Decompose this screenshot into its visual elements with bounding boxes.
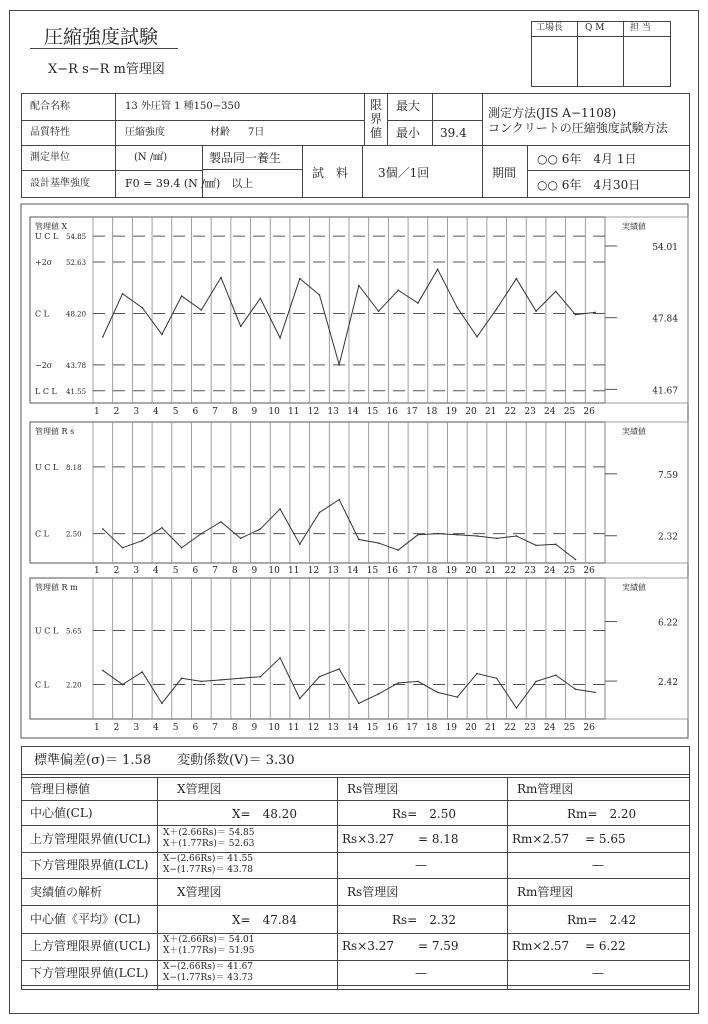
chart-2-x-tick: 16 xyxy=(386,723,398,733)
chart-0-line-value-plus2s: 52.63 xyxy=(66,258,87,267)
chart-2-x-tick: 10 xyxy=(268,723,280,733)
chart-1-x-tick: 7 xyxy=(212,566,218,576)
chart-2-point xyxy=(338,668,340,670)
chart-1-point xyxy=(319,512,321,514)
approval-qm: Q M xyxy=(585,23,605,33)
chart-0-plot-frame xyxy=(30,217,605,403)
mix-label: 配合名称 xyxy=(30,101,70,112)
chart-2-actual-frame xyxy=(605,578,688,719)
chart-1-point xyxy=(358,539,360,541)
chart-2-point xyxy=(358,703,360,705)
chart-0-label: 管理値 X xyxy=(35,222,68,231)
sample-value: 3個／1回 xyxy=(378,166,430,180)
chart-0-x-tick: 6 xyxy=(192,407,199,417)
chart-2-point xyxy=(496,677,498,679)
table1-ucl-rs: Rs×3.27 = 8.18 xyxy=(342,832,459,846)
chart-1-x-tick: 11 xyxy=(288,566,300,576)
chart-0-actual-value: 54.01 xyxy=(652,242,678,253)
chart-0-point xyxy=(417,302,419,304)
table1-header-rs: Rs管理図 xyxy=(347,782,399,796)
table2-cl-x: X= 47.84 xyxy=(232,913,297,927)
chart-1-actual-value: 2.32 xyxy=(657,532,678,543)
max-label: 最大 xyxy=(396,99,421,113)
chart-1-point xyxy=(220,521,222,523)
chart-1-point xyxy=(279,508,281,510)
table2-lcl-rs: — xyxy=(415,966,427,980)
chart-0-point xyxy=(516,278,518,280)
chart-2-x-tick: 7 xyxy=(212,723,218,733)
chart-1-series-line xyxy=(103,500,576,560)
chart-0-x-tick: 13 xyxy=(327,407,339,417)
table1-ucl-x1: X＋(2.66Rs)＝ 54.85 xyxy=(163,828,255,838)
chart-1-x-tick: 1 xyxy=(93,566,100,576)
chart-2-line-label-CL: C L xyxy=(35,680,49,690)
chart-2-point xyxy=(240,677,242,679)
chart-2-x-tick: 11 xyxy=(288,723,300,733)
chart-2-point xyxy=(220,679,222,681)
chart-1-x-tick: 16 xyxy=(386,566,398,576)
chart-1-point xyxy=(555,543,557,545)
chart-1-x-tick: 25 xyxy=(563,566,576,576)
chart-2-x-tick: 1 xyxy=(93,723,100,733)
table2-cl-rm: Rm= 2.42 xyxy=(567,913,637,927)
chart-2-x-tick: 17 xyxy=(406,723,418,733)
chart-0-point xyxy=(338,364,340,366)
chart-0-point xyxy=(496,308,498,310)
chart-0-x-tick: 3 xyxy=(133,407,140,417)
table-actual xyxy=(21,878,690,990)
table1-header-label: 管理目標値 xyxy=(30,782,91,796)
chart-0-actual-value: 47.84 xyxy=(652,314,678,325)
chart-2-point xyxy=(516,707,518,709)
chart-2-point xyxy=(141,671,143,673)
chart-1-x-tick: 2 xyxy=(113,566,120,576)
chart-1-x-tick: 19 xyxy=(445,566,458,576)
chart-1-x-tick: 8 xyxy=(231,566,238,576)
chart-1-x-tick: 22 xyxy=(504,566,517,576)
sample-label: 試 料 xyxy=(312,166,349,180)
chart-2-x-tick: 13 xyxy=(327,723,339,733)
chart-1-x-tick: 12 xyxy=(307,566,320,576)
approval-factory-manager: 工場長 xyxy=(536,23,564,33)
chart-0-x-tick: 4 xyxy=(153,407,159,417)
table2-lcl-label: 下方管理限界値(LCL) xyxy=(30,966,149,980)
chart-0-x-tick: 8 xyxy=(231,407,238,417)
chart-0-point xyxy=(319,294,321,296)
table1-lcl-x1: X−(2.66Rs)＝ 41.55 xyxy=(163,854,254,864)
chart-0-x-tick: 10 xyxy=(268,407,280,417)
chart-0-point xyxy=(299,278,301,280)
chart-1-x-tick: 5 xyxy=(172,566,179,576)
chart-2-point xyxy=(437,692,439,694)
limit-label: 限界値 xyxy=(370,98,383,140)
period-end: ○○ 6年 4月30日 xyxy=(537,178,641,192)
min-label: 最小 xyxy=(396,126,421,140)
chart-0-x-tick: 24 xyxy=(544,407,556,417)
chart-2-point xyxy=(575,688,577,690)
chart-2-x-tick: 6 xyxy=(192,723,199,733)
chart-0-point xyxy=(122,293,124,295)
approval-staff: 担 当 xyxy=(630,23,651,33)
chart-1-actual-label: 実績値 xyxy=(622,427,646,436)
chart-0-x-tick: 1 xyxy=(93,407,100,417)
chart-2-point xyxy=(457,696,459,698)
chart-1-point xyxy=(338,499,340,501)
chart-2-label: 管理値 R m xyxy=(35,583,78,592)
chart-1-point xyxy=(457,534,459,536)
chart-1-line-label-CL: C L xyxy=(35,529,49,539)
table2-ucl-x1: X＋(2.66Rs)＝ 54.01 xyxy=(163,935,255,945)
chart-2-x-tick: 24 xyxy=(544,723,556,733)
chart-1-line-label-UCL: U C L xyxy=(35,462,59,472)
chart-2-point xyxy=(260,676,262,678)
design-label: 設計基準強度 xyxy=(30,178,90,189)
chart-2-point xyxy=(319,676,321,678)
chart-1-point xyxy=(141,540,143,542)
chart-0-point xyxy=(535,310,537,312)
chart-1-x-tick: 15 xyxy=(366,566,379,576)
chart-1-point xyxy=(260,528,262,530)
table2-header-x: X管理図 xyxy=(177,885,222,899)
table1-cl-label: 中心値(CL) xyxy=(30,806,93,820)
chart-1-point xyxy=(240,538,242,540)
table-target xyxy=(21,774,690,879)
chart-1-x-tick: 26 xyxy=(583,566,595,576)
chart-1-point xyxy=(102,528,104,530)
chart-0-point xyxy=(260,298,262,300)
chart-2-point xyxy=(378,693,380,695)
chart-0-x-tick: 11 xyxy=(288,407,300,417)
chart-0-point xyxy=(220,277,222,279)
chart-1-point xyxy=(575,559,577,561)
table1-header-rm: Rm管理図 xyxy=(517,782,574,796)
chart-1-x-tick: 20 xyxy=(465,566,477,576)
table2-ucl-x2: X＋(1.77Rs)＝ 51.95 xyxy=(163,946,255,956)
table2-ucl-rs: Rs×3.27 = 7.59 xyxy=(342,939,459,953)
chart-0-line-value-CL: 48.20 xyxy=(66,310,87,319)
chart-0-line-label-LCL: L C L xyxy=(35,386,57,396)
table1-cl-rs: Rs= 2.50 xyxy=(392,807,456,821)
chart-0-x-tick: 25 xyxy=(563,407,576,417)
table1-ucl-rm: Rm×2.57 = 5.65 xyxy=(512,832,626,846)
chart-2-point xyxy=(201,681,203,683)
chart-1-x-tick: 17 xyxy=(406,566,418,576)
chart-1-x-tick: 4 xyxy=(153,566,159,576)
chart-0-line-value-LCL: 41.55 xyxy=(66,387,87,396)
table2-header-label: 実績値の解析 xyxy=(30,885,103,899)
chart-2-x-tick: 4 xyxy=(153,723,159,733)
method-line1: 測定方法(JIS A−1108) xyxy=(488,106,617,120)
chart-0-point xyxy=(378,310,380,312)
chart-1-x-tick: 6 xyxy=(192,566,199,576)
chart-2-plot-frame xyxy=(30,578,605,719)
chart-0-line-label-CL: C L xyxy=(35,309,49,319)
chart-1-x-tick: 14 xyxy=(347,566,359,576)
quality-label: 品質特性 xyxy=(30,127,70,138)
chart-0-x-tick: 20 xyxy=(465,407,477,417)
chart-0-point xyxy=(457,307,459,309)
age-value: 7日 xyxy=(248,127,265,138)
chart-2-x-tick: 5 xyxy=(172,723,179,733)
chart-1-point xyxy=(122,547,124,549)
chart-2-point xyxy=(594,692,596,694)
chart-0-point xyxy=(437,269,439,271)
unit-value: (N /㎟) xyxy=(134,152,168,163)
table1-lcl-rm: — xyxy=(592,858,604,872)
chart-2-x-tick: 26 xyxy=(583,723,595,733)
period-start: ○○ 6年 4月 1日 xyxy=(537,152,637,166)
chart-0-line-label-UCL: U C L xyxy=(35,232,59,242)
table1-header-x: X管理図 xyxy=(177,782,222,796)
chart-2-point xyxy=(476,673,478,675)
chart-1-x-tick: 18 xyxy=(425,566,438,576)
table2-lcl-x1: X−(2.66Rs)＝ 41.67 xyxy=(163,962,254,972)
chart-0-point xyxy=(201,309,203,311)
period-label: 期間 xyxy=(492,166,517,180)
chart-1-label: 管理値 R s xyxy=(35,427,75,436)
chart-2-x-tick: 12 xyxy=(307,723,320,733)
chart-2-x-tick: 21 xyxy=(484,723,497,733)
chart-0-x-tick: 12 xyxy=(307,407,320,417)
chart-2-point xyxy=(279,657,281,659)
chart-1-point xyxy=(496,538,498,540)
table2-cl-label: 中心値《平均》(CL) xyxy=(30,912,141,926)
chart-0-x-tick: 17 xyxy=(406,407,418,417)
chart-2-point xyxy=(535,681,537,683)
stats-text: 標準偏差(σ)＝ 1.58 変動係数(V)＝ 3.30 xyxy=(34,753,295,768)
chart-1-point xyxy=(201,533,203,535)
chart-0-line-label-plus2s: +2σ xyxy=(35,257,53,267)
curing-value: 製品同一養生 xyxy=(209,151,282,165)
page-title: 圧縮強度試験 xyxy=(44,26,159,48)
chart-0-point xyxy=(555,291,557,293)
chart-0-point xyxy=(240,325,242,327)
chart-2-x-tick: 20 xyxy=(465,723,477,733)
chart-0-point xyxy=(102,336,104,338)
chart-1-x-tick: 24 xyxy=(544,566,556,576)
chart-0-x-tick: 2 xyxy=(113,407,120,417)
chart-1-x-tick: 23 xyxy=(524,566,536,576)
chart-2-x-tick: 22 xyxy=(504,723,517,733)
chart-2-x-tick: 19 xyxy=(445,723,458,733)
chart-0-line-value-UCL: 54.85 xyxy=(66,233,87,242)
chart-1-point xyxy=(417,534,419,536)
chart-1-x-tick: 10 xyxy=(268,566,280,576)
chart-1-point xyxy=(437,533,439,535)
chart-1-point xyxy=(535,545,537,547)
chart-0-point xyxy=(397,289,399,291)
table1-lcl-label: 下方管理限界値(LCL) xyxy=(30,858,149,872)
chart-0-point xyxy=(141,307,143,309)
chart-1-point xyxy=(516,535,518,537)
table2-header-rm: Rm管理図 xyxy=(517,885,574,899)
chart-2-point xyxy=(161,703,163,705)
chart-2-line-value-UCL: 5.65 xyxy=(66,627,82,636)
method-line2: コンクリートの圧縮強度試験方法 xyxy=(488,121,668,135)
chart-2-x-tick: 25 xyxy=(563,723,576,733)
chart-0-x-tick: 19 xyxy=(445,407,458,417)
table1-lcl-rs: — xyxy=(415,858,427,872)
chart-0-x-tick: 22 xyxy=(504,407,517,417)
chart-2-line-label-UCL: U C L xyxy=(35,626,59,636)
page-subtitle: X−R s−R m管理図 xyxy=(48,62,165,77)
chart-2-x-tick: 9 xyxy=(251,723,258,733)
chart-0-point xyxy=(575,314,577,316)
chart-1-line-value-CL: 2.50 xyxy=(66,530,82,539)
chart-2-actual-label: 実績値 xyxy=(622,583,646,592)
chart-0-actual-label: 実績値 xyxy=(622,222,646,231)
chart-2-point xyxy=(299,698,301,700)
age-label: 材齢 xyxy=(210,127,230,138)
chart-1-x-tick: 13 xyxy=(327,566,339,576)
chart-2-actual-value: 2.42 xyxy=(657,678,678,689)
chart-0-x-tick: 26 xyxy=(583,407,595,417)
chart-2-point xyxy=(181,677,183,679)
chart-0-actual-value: 41.67 xyxy=(652,386,678,397)
chart-1-line-value-UCL: 8.18 xyxy=(66,463,82,472)
chart-0-point xyxy=(476,336,478,338)
chart-2-x-tick: 14 xyxy=(347,723,359,733)
chart-0-point xyxy=(594,312,596,314)
quality-value: 圧縮強度 xyxy=(125,127,165,138)
mix-value: 13 外圧管 1 種150−350 xyxy=(125,101,241,112)
chart-0-x-tick: 7 xyxy=(212,407,218,417)
chart-0-point xyxy=(181,295,183,297)
chart-1-point xyxy=(161,527,163,529)
chart-0-x-tick: 14 xyxy=(347,407,359,417)
chart-2-point xyxy=(555,674,557,676)
table1-ucl-x2: X＋(1.77Rs)＝ 52.63 xyxy=(163,839,255,849)
chart-0-line-label-minus2s: −2σ xyxy=(35,360,53,370)
chart-0-x-tick: 18 xyxy=(425,407,438,417)
chart-1-point xyxy=(476,535,478,537)
chart-1-x-tick: 3 xyxy=(133,566,140,576)
table1-lcl-x2: X−(1.77Rs)＝ 43.78 xyxy=(163,865,254,875)
table2-cl-rs: Rs= 2.32 xyxy=(392,913,456,927)
chart-0-x-tick: 9 xyxy=(251,407,258,417)
table1-cl-rm: Rm= 2.20 xyxy=(567,807,637,821)
chart-2-point xyxy=(417,681,419,683)
table1-ucl-label: 上方管理限界値(UCL) xyxy=(30,832,151,846)
chart-2-line-value-CL: 2.20 xyxy=(66,681,82,690)
chart-0-x-tick: 23 xyxy=(524,407,536,417)
table2-lcl-x2: X−(1.77Rs)＝ 43.73 xyxy=(163,973,254,983)
table1-cl-x: X= 48.20 xyxy=(232,807,297,821)
chart-1-point xyxy=(397,549,399,551)
table2-ucl-rm: Rm×2.57 = 6.22 xyxy=(512,939,626,953)
chart-1-point xyxy=(378,542,380,544)
chart-2-x-tick: 3 xyxy=(133,723,140,733)
chart-2-point xyxy=(122,684,124,686)
chart-2-actual-value: 6.22 xyxy=(657,618,678,629)
chart-0-point xyxy=(161,334,163,336)
chart-0-x-tick: 21 xyxy=(484,407,497,417)
chart-0-x-tick: 5 xyxy=(172,407,179,417)
chart-0-x-tick: 16 xyxy=(386,407,398,417)
chart-2-x-tick: 8 xyxy=(231,723,238,733)
chart-1-point xyxy=(299,543,301,545)
min-value: 39.4 xyxy=(440,126,467,140)
chart-1-actual-value: 7.59 xyxy=(657,470,678,481)
chart-region-frame xyxy=(21,204,688,738)
unit-label: 測定単位 xyxy=(30,152,70,163)
chart-2-x-tick: 2 xyxy=(113,723,120,733)
chart-2-x-tick: 15 xyxy=(366,723,379,733)
table2-ucl-label: 上方管理限界値(UCL) xyxy=(30,939,151,953)
chart-2-x-tick: 23 xyxy=(524,723,536,733)
chart-0-x-tick: 15 xyxy=(366,407,379,417)
design-value: F0 = 39.4 (N /㎟) 以上 xyxy=(125,177,254,190)
chart-2-point xyxy=(397,682,399,684)
chart-1-x-tick: 21 xyxy=(484,566,497,576)
chart-1-x-tick: 9 xyxy=(251,566,258,576)
chart-1-point xyxy=(181,547,183,549)
chart-2-x-tick: 18 xyxy=(425,723,438,733)
chart-0-point xyxy=(358,285,360,287)
table2-lcl-rm: — xyxy=(592,966,604,980)
table2-header-rs: Rs管理図 xyxy=(347,885,399,899)
chart-2-point xyxy=(102,670,104,672)
chart-0-line-value-minus2s: 43.78 xyxy=(66,361,87,370)
chart-0-point xyxy=(279,337,281,339)
